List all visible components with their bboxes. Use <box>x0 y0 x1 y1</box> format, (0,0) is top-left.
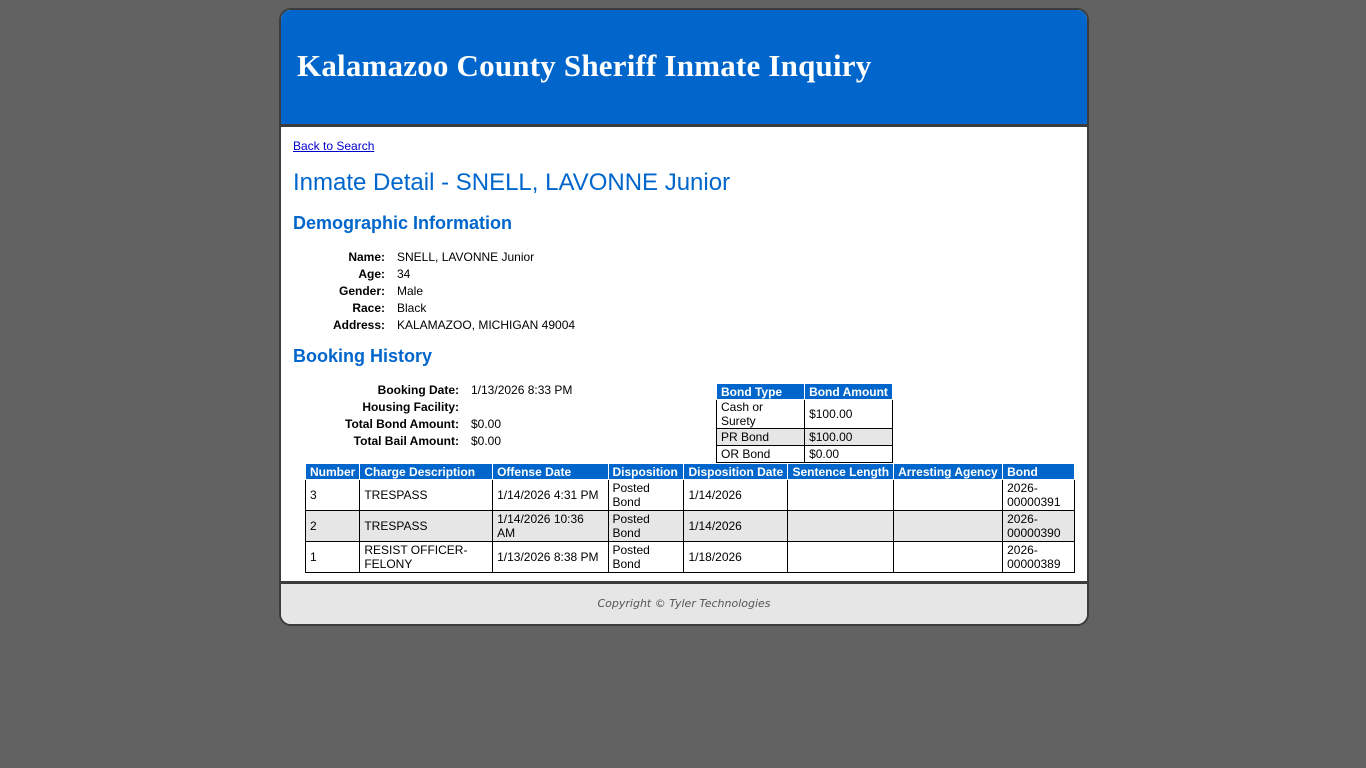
disposition-date-cell: 1/14/2026 <box>684 511 788 542</box>
table-row <box>717 446 893 463</box>
copyright-text: Copyright © Tyler Technologies <box>597 597 771 610</box>
charge-number-cell: 3 <box>306 480 360 511</box>
header-disposition: Disposition <box>608 464 684 480</box>
table-row <box>717 400 893 429</box>
charge-number-cell: 1 <box>306 542 360 573</box>
header-disposition-date: Disposition Date <box>684 464 788 480</box>
table-row <box>306 511 1075 542</box>
header-charge-description: Charge Description <box>360 464 493 480</box>
bond-cell: 2026-00000390 <box>1003 511 1075 542</box>
table-row <box>306 542 1075 573</box>
table-row <box>306 480 1075 511</box>
bond-type-cell: Cash or Surety <box>717 400 805 429</box>
demo-value: SNELL, LAVONNE Junior <box>397 249 535 264</box>
demographics-heading: Demographic Information <box>293 213 513 233</box>
booking-label: Total Bond Amount: <box>345 416 459 431</box>
page-frame <box>279 8 1089 626</box>
bond-type-cell: OR Bond <box>717 446 805 463</box>
bond-amount-cell: $0.00 <box>805 446 893 463</box>
back-to-search-link[interactable]: Back to Search <box>293 139 375 153</box>
booking-row-housing <box>293 398 711 415</box>
site-title: Kalamazoo County Sheriff Inmate Inquiry <box>297 48 872 83</box>
header-arresting-agency: Arresting Agency <box>894 464 1003 480</box>
arresting-agency-cell <box>894 511 1003 542</box>
header-sentence-length: Sentence Length <box>788 464 894 480</box>
demo-row-age <box>293 265 575 282</box>
demo-value: 34 <box>397 266 411 281</box>
charge-description-cell: TRESPASS <box>360 511 493 542</box>
charge-description-cell: RESIST OFFICER-FELONY <box>360 542 493 573</box>
header-number: Number <box>306 464 360 480</box>
charge-number-cell: 2 <box>306 511 360 542</box>
page-title: Inmate Detail - SNELL, LAVONNE Junior <box>293 169 731 196</box>
header-bond: Bond <box>1003 464 1075 480</box>
bond-header-amount: Bond Amount <box>805 384 893 400</box>
offense-date-cell: 1/14/2026 10:36 AM <box>493 511 608 542</box>
table-row <box>717 429 893 446</box>
charges-table-header <box>306 464 1075 480</box>
booking-label: Housing Facility: <box>362 399 459 414</box>
sentence-length-cell <box>788 480 894 511</box>
site-header <box>281 10 1087 127</box>
demo-value: Male <box>397 283 424 298</box>
booking-value <box>471 398 711 415</box>
disposition-cell: Posted Bond <box>608 542 684 573</box>
main-content <box>281 127 1087 584</box>
disposition-cell: Posted Bond <box>608 480 684 511</box>
demo-label: Race: <box>352 300 385 315</box>
disposition-date-cell: 1/14/2026 <box>684 480 788 511</box>
bond-cell: 2026-00000391 <box>1003 480 1075 511</box>
bond-cell: 2026-00000389 <box>1003 542 1075 573</box>
demo-row-name <box>293 248 575 265</box>
header-offense-date: Offense Date <box>493 464 608 480</box>
booking-history-heading: Booking History <box>293 346 433 366</box>
demo-row-gender <box>293 282 575 299</box>
bond-header-type: Bond Type <box>717 384 805 400</box>
booking-value: 1/13/2026 8:33 PM <box>471 382 573 397</box>
page-footer <box>281 584 1087 624</box>
demo-label: Name: <box>348 249 385 264</box>
demo-value: KALAMAZOO, MICHIGAN 49004 <box>397 317 576 332</box>
sentence-length-cell <box>788 511 894 542</box>
disposition-date-cell: 1/18/2026 <box>684 542 788 573</box>
bond-table-header <box>717 384 893 400</box>
offense-date-cell: 1/13/2026 8:38 PM <box>493 542 608 573</box>
demo-value: Black <box>397 300 427 315</box>
demo-row-address <box>293 316 575 333</box>
booking-row-total-bail <box>293 432 711 449</box>
booking-label: Total Bail Amount: <box>353 433 459 448</box>
booking-value: $0.00 <box>471 433 502 448</box>
demo-label: Address: <box>332 317 385 332</box>
booking-row-total-bond <box>293 415 711 432</box>
bond-table <box>716 383 893 463</box>
bond-amount-cell: $100.00 <box>805 400 893 429</box>
demo-label: Age: <box>358 266 385 281</box>
arresting-agency-cell <box>894 542 1003 573</box>
booking-table <box>293 381 711 449</box>
booking-row-date <box>293 381 711 398</box>
disposition-cell: Posted Bond <box>608 511 684 542</box>
demographics-table <box>293 248 575 333</box>
booking-value: $0.00 <box>471 416 502 431</box>
demo-row-race <box>293 299 575 316</box>
charges-table <box>305 463 1075 573</box>
bond-type-cell: PR Bond <box>717 429 805 446</box>
arresting-agency-cell <box>894 480 1003 511</box>
demo-label: Gender: <box>338 283 385 298</box>
bond-amount-cell: $100.00 <box>805 429 893 446</box>
charge-description-cell: TRESPASS <box>360 480 493 511</box>
offense-date-cell: 1/14/2026 4:31 PM <box>493 480 608 511</box>
booking-label: Booking Date: <box>377 382 459 397</box>
sentence-length-cell <box>788 542 894 573</box>
